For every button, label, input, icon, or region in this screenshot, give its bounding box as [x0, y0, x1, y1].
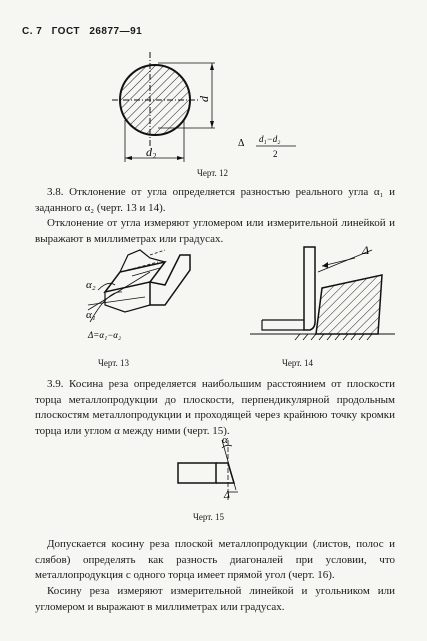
fig13-label-alpha1: α₁ [86, 309, 96, 321]
fig15-label-alpha: α [222, 434, 228, 446]
section-3-8-paragraph-2: Отклонение от угла измеряют угломером или измерительной линейкой и выражают в миллиметрах или градусах. [35, 217, 395, 245]
fig14-label-delta: Δ [362, 243, 370, 257]
fig14-caption: Черт. 14 [282, 358, 313, 368]
fig13-drawing [88, 250, 190, 322]
fig12-formula-den: 2 [273, 149, 278, 159]
fig12-label-d2: d [146, 145, 152, 159]
fig12-drawing [112, 52, 215, 162]
fig15-caption: Черт. 15 [193, 512, 224, 522]
fig13-formula: Δ=α₁−α₂ [88, 330, 122, 340]
fig14-drawing [250, 247, 395, 340]
fig12-formula-num: d₁−d₂ [259, 134, 281, 144]
standard-number: 26877—91 [89, 26, 143, 37]
fig15-label-delta: Δ [224, 490, 230, 501]
page-header [22, 26, 148, 37]
fig12-label-d2-sub: 2 [153, 152, 157, 160]
closing-paragraph-1: Допускается косину реза плоской металлопродукции (листов, полос и слябов) определять как разность диагоналей при условии, что металлопродукция с одного торца имеет прямой угол (черт. 16). [35, 538, 395, 581]
fig13-caption: Черт. 13 [98, 358, 129, 368]
section-3-8-paragraph-1: 3.8. Отклонение от угла определяется разностью реального угла α₁ и заданного α₂ (черт. 13 и 14). [35, 186, 395, 214]
standard-label: ГОСТ [51, 26, 81, 37]
fig15-drawing [178, 440, 238, 500]
page-number: С. 7 [22, 26, 43, 37]
fig12-label-d: d [197, 96, 211, 102]
fig12-formula-delta: Δ [238, 138, 245, 149]
closing-paragraph-2: Косину реза измеряют измерительной линейкой и угольником или угломером и выражают в миллиметрах или градусах. [35, 585, 395, 613]
fig12-caption: Черт. 12 [197, 168, 228, 178]
fig13-label-alpha2: α₂ [86, 279, 96, 291]
section-3-9-paragraph-1: 3.9. Косина реза определяется наибольшим расстоянием от плоскости торца металлопродукции до плоскости, перпендикулярной продольным плоскостям металлопродукции и проходящей через крайнюю точку кромки торца или углом α между ними (черт. 15). [35, 378, 395, 437]
